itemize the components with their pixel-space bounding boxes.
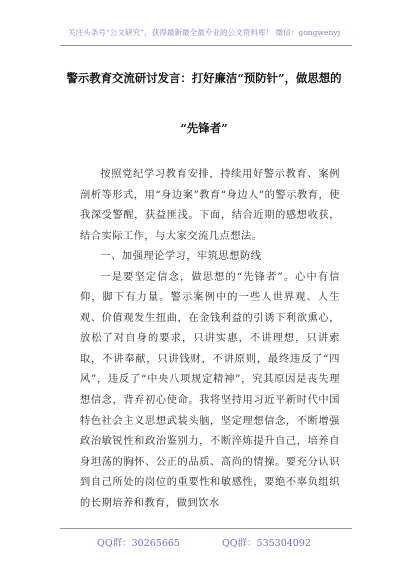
promo-banner: 关注头条号“公文研究”，获得最新最全最专业的公文资料库！ 微信：gongwenyj [67, 28, 341, 37]
document-title-line1: 警示教育交流研讨发言：打好廉洁“预防针”，做思想的 [66, 71, 342, 85]
footer-rule [60, 528, 352, 529]
footer-contacts [0, 535, 408, 549]
body-paragraph: 一是要坚定信念，做思想的“先锋者”。心中有信仰，脚下有力量。警示案例中的一些人世界观、人生观、价值观发生扭曲，在金钱利益的引诱下利欲熏心，放松了对自身的要求，只讲实惠，不讲理想，只讲索取，不讲奉献，只讲钱财，不讲原则，最终违反了“四风”，违反了“中央八项规定精神”，究其原因是丧失理想信念，背弃初心使命。我将坚持用习近平新时代中国特色社会主义思想武装头脑，坚定理想信念，不断增强政治敏锐性和政治鉴别力，不断淬炼提升自己，培养自身坦荡的胸怀、公正的品质、高尚的情操。要充分认识到自己所处的岗位的重要性和敏感性，要绝不辜负组织的长期培养和教育，做到饮水 [80, 271, 340, 509]
intro-paragraph: 按照党纪学习教育安排，持续用好警示教育、案例剖析等形式，用“身边案”教育“身边人”的警示教育，使我深受警醒，获益匪浅。下面，结合近期的感想收获，结合实际工作，与大家交流几点想法。 [80, 169, 340, 242]
document-title-line2: “先锋者” [180, 121, 228, 135]
qq-group-1: QQ群：30265665 [97, 538, 180, 549]
section-heading: 一、加强理论学习，牢筑思想防线 [100, 251, 262, 263]
document-body [80, 165, 340, 514]
qq-group-2: QQ群：535304092 [221, 538, 311, 549]
header-rule [60, 45, 352, 46]
